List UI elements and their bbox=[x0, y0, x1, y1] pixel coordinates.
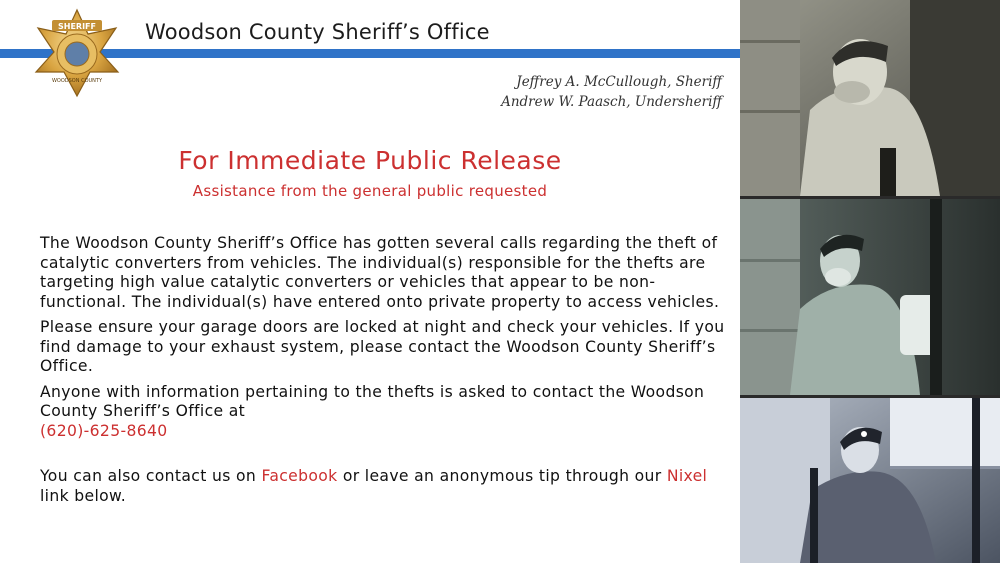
surveillance-photo-2 bbox=[740, 199, 1000, 395]
sheriff-badge-icon bbox=[22, 8, 132, 98]
release-title: For Immediate Public Release bbox=[178, 146, 562, 175]
sheriff-name: Jeffrey A. McCullough, Sheriff bbox=[516, 74, 722, 90]
release-body bbox=[40, 234, 730, 512]
office-title: Woodson County Sheriff’s Office bbox=[145, 20, 490, 44]
nixel-link[interactable]: Nixel bbox=[666, 467, 708, 485]
undersheriff-name: Andrew W. Paasch, Undersheriff bbox=[501, 94, 722, 110]
officials-block bbox=[501, 72, 722, 112]
paragraph-garage: Please ensure your garage doors are locked at night and check your vehicles. If you find damage to your exhaust system, please contact the Woodson County Sheriff’s Office. bbox=[40, 318, 725, 375]
paragraph-social bbox=[40, 467, 730, 506]
phone-link[interactable]: (620)-625-8640 bbox=[40, 421, 168, 440]
facebook-link[interactable]: Facebook bbox=[261, 467, 338, 485]
paragraph-thefts: The Woodson County Sheriff’s Office has gotten several calls regarding the theft of catalytic converters from vehicles. The individual(s) responsible for the thefts are targeting high value catalytic converters or vehicles that appear to be non-functional. The individual(s) have entered onto private property to access vehicles. bbox=[40, 234, 720, 311]
social-text-b: or leave an anonymous tip through our bbox=[342, 467, 662, 485]
paragraph-contact bbox=[40, 383, 730, 442]
badge-label: SHERIFF bbox=[58, 22, 96, 31]
contact-text: Anyone with information pertaining to the thefts is asked to contact the Woodson County Sheriff’s Office at bbox=[40, 382, 705, 420]
social-text-a: You can also contact us on bbox=[40, 467, 257, 485]
surveillance-photo-3 bbox=[740, 398, 1000, 563]
surveillance-photos bbox=[740, 0, 1000, 563]
surveillance-photo-1 bbox=[740, 0, 1000, 196]
release-subtitle: Assistance from the general public requested bbox=[192, 182, 548, 200]
social-text-c: link below. bbox=[40, 486, 127, 505]
badge-sublabel: WOODSON COUNTY bbox=[51, 78, 103, 84]
